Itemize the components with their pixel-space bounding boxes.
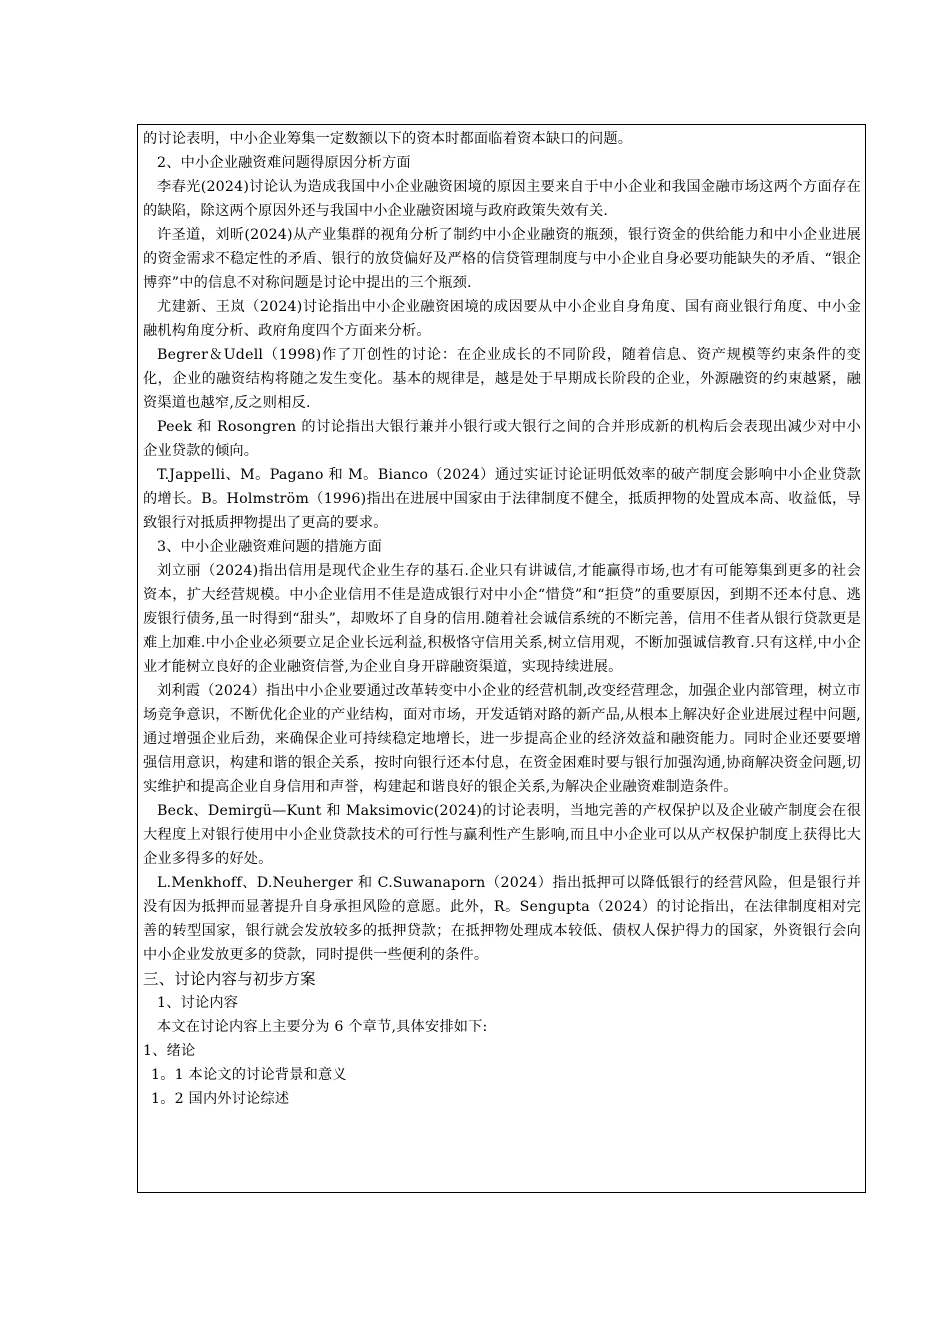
paragraph: 刘利霞（2024）指出中小企业要通过改革转变中小企业的经营机制,改变经营理念，加强企业内部管理，树立市场竞争意识，不断优化企业的产业结构，面对市场，开发适销对路的新产品,从根本上解决好企业进展过程中问题,通过增强企业后劲，来确保企业可持续稳定地增长，进一步提高企业的经济效益和融资能力。同时企业还要要增强信用意识，构建和谐的银企关系，按时向银行还本付息，在资金困难时要与银行加强沟通,协商解决资金问题,切实维护和提高企业自身信用和声誉，构建起和谐良好的银企关系,为解决企业融资难制造条件。 — [143, 683, 861, 795]
paragraph: 尤建新、王岚（2024)讨论指出中小企业融资困境的成因要从中小企业自身角度、国有商业银行角度、中小金融机构角度分析、政府角度四个方面来分析。 — [143, 299, 861, 339]
paragraph: L.Menkhoff、D.Neuherger 和 C.Suwanaporn（2024）指出抵押可以降低银行的经营风险，但是银行并没有因为抵押而显著提升自身承担风险的意愿。此外，R。Sengupta（2024）的讨论指出，在法律制度相对完善的转型国家，银行就会发放较多的抵押贷款；在抵押物处理成本较低、债权人保护得力的国家，外资银行会向中小企业发放更多的贷款，同时提供一些便利的条件。 — [143, 875, 861, 963]
paragraph: T.Jappelli、M。Pagano 和 M。Bianco（2024）通过实证讨论证明低效率的破产制度会影响中小企业贷款的增长。B。Holmström（1996)指出在进展中国家由于法律制度不健全，抵质押物的处置成本高、收益低，导致银行对抵质押物提出了更高的要求。 — [143, 467, 861, 531]
paragraph: 李春光(2024)讨论认为造成我国中小企业融资困境的原因主要来自于中小企业和我国金融市场这两个方面存在的缺陷，除这两个原因外还与我国中小企业融资困境与政府政策失效有关. — [143, 179, 861, 219]
paragraph: 许圣道，刘昕(2024)从产业集群的视角分析了制约中小企业融资的瓶颈，银行资金的供给能力和中小企业进展的资金需求不稳定性的矛盾、银行的放贷偏好及严格的信贷管理制度与中小企业自身必要功能缺失的矛盾、“银企博弈”中的信息不对称问题是讨论中提出的三个瓶颈. — [143, 227, 861, 291]
document-table-cell — [137, 124, 866, 1193]
outline-item: 1、绪论 — [143, 1043, 196, 1059]
paragraph: 刘立丽（2024)指出信用是现代企业生存的基石.企业只有讲诚信,才能赢得市场,也才有可能筹集到更多的社会资本，扩大经营规模。中小企业信用不佳是造成银行对中小企“惜贷”和“拒贷”的重要原因，到期不还本付息、逃废银行债务,虽一时得到“甜头”，却败坏了自身的信用.随着社会诚信系统的不断完善，信用不佳者从银行贷款更是难上加难.中小企业必须要立足企业长远利益,积极恪守信用关系,树立信用观，不断加强诚信教育.只有这样,中小企业才能树立良好的企业融资信誉,为企业自身开辟融资渠道，实现持续进展。 — [143, 563, 861, 675]
paragraph: Peek 和 Rosongren 的讨论指出大银行兼并小银行或大银行之间的合并形成新的机构后会表现出减少对中小企业贷款的倾向。 — [143, 419, 861, 459]
paragraph: 的讨论表明，中小企业筹集一定数额以下的资本时都面临着资本缺口的问题。 — [143, 131, 633, 147]
outline-subitem: 1。2 国内外讨论综述 — [151, 1091, 290, 1107]
subsection-heading: 1、讨论内容 — [157, 995, 239, 1011]
paragraph: Begrer＆Udell（1998)作了丌创性的讨论：在企业成长的不同阶段，随着信息、资产规模等约束条件的变化，企业的融资结构将随之发生变化。基本的规律是，越是处于早期成长阶段的企业，外源融资的约束越紧，融资渠道也越窄,反之则相反. — [143, 347, 861, 411]
paragraph: 本文在讨论内容上主要分为 6 个章节,具体安排如下: — [157, 1019, 488, 1035]
section-heading-measures: 3、中小企业融资难问题的措施方面 — [157, 539, 383, 555]
chapter-heading: 三、讨论内容与初步方案 — [143, 970, 316, 988]
section-heading-causes: 2、中小企业融资难问题得原因分析方面 — [157, 155, 411, 171]
outline-subitem: 1。1 本论文的讨论背景和意义 — [151, 1067, 347, 1083]
paragraph: Beck、Demirgü—Kunt 和 Maksimovic(2024)的讨论表明，当地完善的产权保护以及企业破产制度会在很大程度上对银行使用中小企业贷款技术的可行性与赢利性产生影响,而且中小企业可以从产权保护制度上获得比大企业多得多的好处。 — [143, 803, 861, 867]
